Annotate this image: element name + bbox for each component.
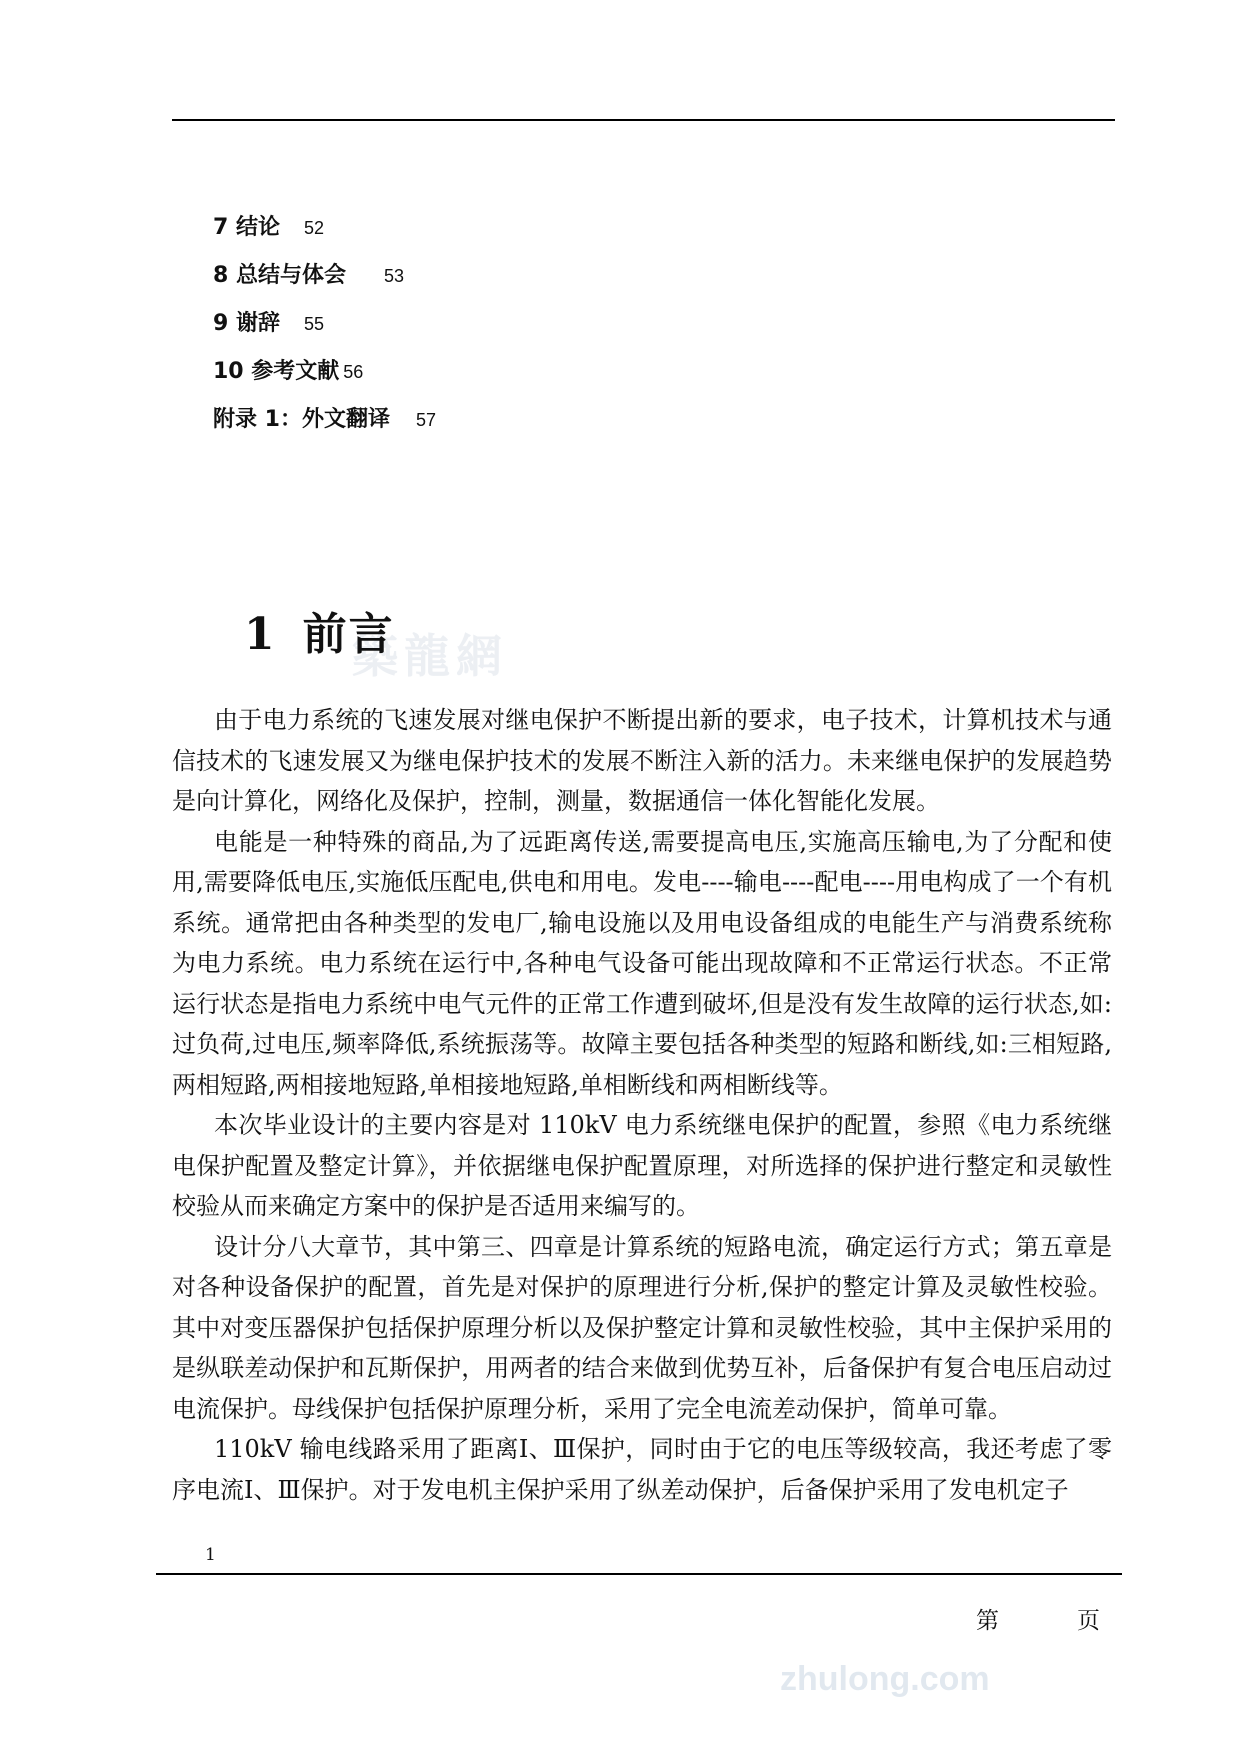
body-text — [172, 700, 1112, 1510]
section-number: 1 — [244, 609, 277, 660]
footer-di-label: 第 — [976, 1608, 999, 1634]
header-rule — [172, 119, 1115, 121]
toc-item-label: 8 总结与体会 — [213, 263, 346, 288]
toc-item[interactable] — [213, 258, 404, 289]
toc-item[interactable] — [213, 306, 324, 337]
footer-ye-label: 页 — [1077, 1608, 1100, 1634]
toc-item-label: 9 谢辞 — [213, 311, 280, 336]
toc-item[interactable] — [213, 210, 324, 241]
toc-item-page: 53 — [383, 266, 404, 286]
paragraph: 由于电力系统的飞速发展对继电保护不断提出新的要求，电子技术，计算机技术与通信技术的飞速发展又为继电保护技术的发展不断注入新的活力。未来继电保护的发展趋势是向计算化，网络化及保护，控制，测量，数据通信一体化智能化发展。 — [172, 706, 1112, 815]
paragraph: 本次毕业设计的主要内容是对 110kV 电力系统继电保护的配置，参照《电力系统继电保护配置及整定计算》，并依据继电保护配置原理，对所选择的保护进行整定和灵敏性校验从而来确定方案中的保护是否适用来编写的。 — [172, 1111, 1112, 1220]
footer-rule — [156, 1573, 1122, 1575]
toc-item-label: 10 参考文献 — [213, 359, 340, 384]
paragraph: 设计分八大章节，其中第三、四章是计算系统的短路电流，确定运行方式；第五章是对各种设备保护的配置，首先是对保护的原理进行分析,保护的整定计算及灵敏性校验。其中对变压器保护包括保护原理分析以及保护整定计算和灵敏性校验，其中主保护采用的是纵联差动保护和瓦斯保护，用两者的结合来做到优势互补，后备保护有复合电压启动过电流保护。母线保护包括保护原理分析，采用了完全电流差动保护，简单可靠。 — [172, 1232, 1112, 1423]
toc-item-label: 附录 1：外文翻译 — [213, 407, 390, 432]
toc-item-page: 57 — [415, 410, 436, 430]
watermark-url: zhulong.com — [780, 1660, 990, 1698]
page-number: 1 — [205, 1545, 216, 1565]
toc-item-label: 7 结论 — [213, 215, 280, 240]
toc-item-page: 55 — [303, 314, 324, 334]
toc-item[interactable] — [213, 354, 363, 385]
watermark-logo: 築龍網 — [352, 629, 508, 683]
paragraph: 110kV 输电线路采用了距离Ⅰ、Ⅲ保护，同时由于它的电压等级较高，我还考虑了零序电流Ⅰ、Ⅲ保护。对于发电机主保护采用了纵差动保护，后备保护采用了发电机定子 — [172, 1435, 1112, 1504]
paragraph: 电能是一种特殊的商品,为了远距离传送,需要提高电压,实施高压输电,为了分配和使用,需要降低电压,实施低压配电,供电和用电。发电----输电----配电----用电构成了一个有机系统。通常把由各种类型的发电厂,输电设施以及用电设备组成的电能生产与消费系统称为电力系统。电力系统在运行中,各种电气设备可能出现故障和不正常运行状态。不正常运行状态是指电力系统中电气元件的正常工作遭到破坏,但是没有发生故障的运行状态,如:过负荷,过电压,频率降低,系统振荡等。故障主要包括各种类型的短路和断线,如:三相短路,两相短路,两相接地短路,单相接地短路,单相断线和两相断线等。 — [172, 827, 1112, 1099]
section-heading — [244, 598, 395, 662]
toc-item-page: 56 — [343, 362, 364, 382]
toc-item-page: 52 — [303, 218, 324, 238]
toc-item[interactable] — [213, 402, 436, 433]
section-title: 前言 — [302, 609, 395, 660]
